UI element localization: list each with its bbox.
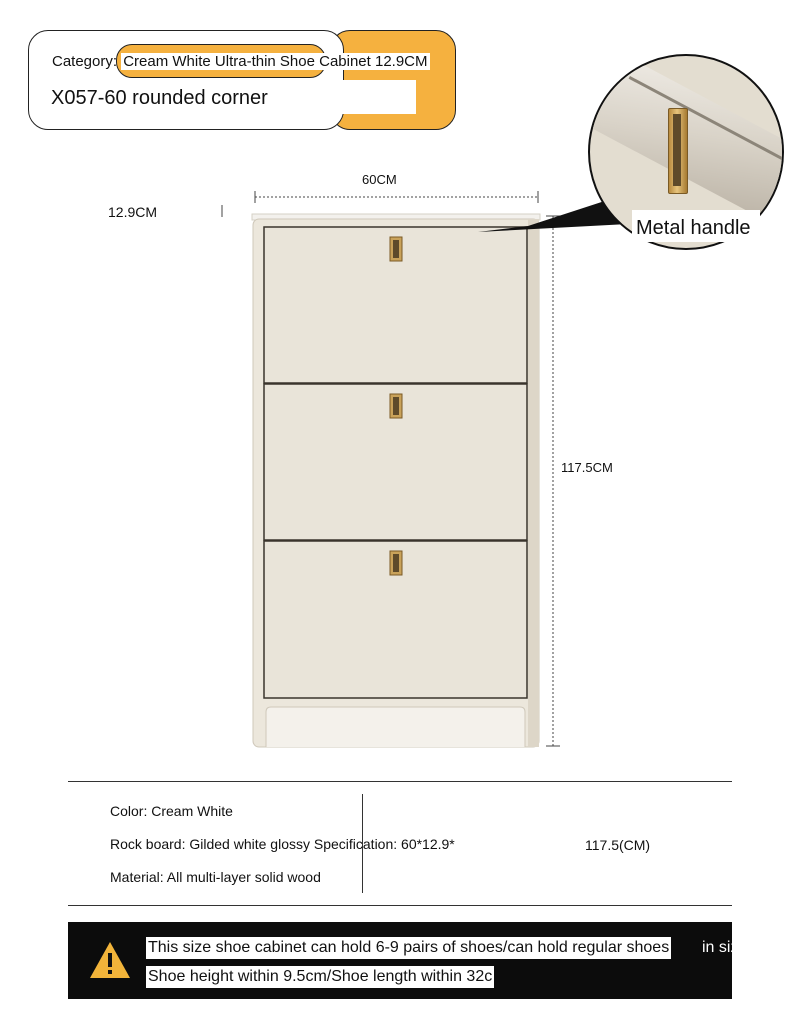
warning-triangle-icon: [88, 940, 132, 980]
model-name: X057-60 rounded corner: [51, 87, 268, 109]
width-label: 60CM: [362, 172, 397, 187]
zoom-handle-detail: [668, 108, 688, 194]
category-value: Cream White Ultra-thin Shoe Cabinet 12.9CM: [123, 53, 428, 70]
cabinet-base-opening: [266, 707, 525, 747]
spec-color: Color: Cream White: [110, 803, 233, 819]
shoe-cabinet: [252, 214, 540, 747]
spec-height: 117.5(CM): [585, 837, 651, 853]
height-dimension-line: [546, 216, 560, 746]
width-dimension-line: [255, 191, 538, 203]
height-label: 117.5CM: [561, 460, 613, 475]
drawer-handle-2: [390, 394, 402, 418]
notice-line-1: This size shoe cabinet can hold 6-9 pairs of shoes/can hold regular shoes: [146, 937, 671, 959]
notice-line-1-tail: in size 42: [702, 939, 770, 956]
cabinet-side: [528, 219, 539, 747]
spec-table-top-rule: [68, 781, 732, 782]
depth-label: 12.9CM: [108, 204, 158, 220]
spec-material: Material: All multi-layer solid wood: [110, 869, 321, 885]
drawer-handle-1: [390, 237, 402, 261]
spec-table-bottom-rule: [68, 905, 732, 906]
notice-line-2: Shoe height within 9.5cm/Shoe length within 32c: [146, 966, 494, 988]
spec-rock-board: Rock board: Gilded white glossy Specification: 60*12.9*: [110, 836, 455, 852]
drawer-handle-3: [390, 551, 402, 575]
category-label: Category:: [52, 53, 118, 70]
metal-handle-label: Metal handle: [636, 217, 751, 239]
